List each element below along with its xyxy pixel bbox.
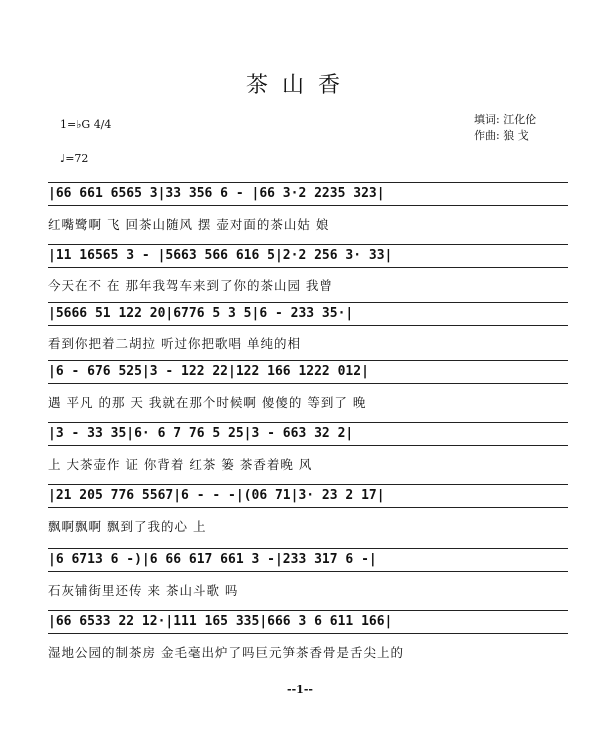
- page-number: --1--: [287, 683, 313, 696]
- notation-line-text: |11 16565 3 - |5663 566 616 5|2·2 256 3· 33|: [48, 248, 393, 263]
- lyrics-line-5: 上 大茶壶作 证 你背着 红茶 篓 茶香着晚 风: [48, 457, 313, 472]
- notation-line-7: [48, 548, 568, 572]
- notation-line-text: |5666 51 122 20|6776 5 3 5|6 - 233 35·|: [48, 306, 354, 321]
- lyrics-line-7: 石灰铺街里还传 来 茶山斗歌 吗: [48, 583, 239, 598]
- notation-line-6: [48, 484, 568, 508]
- tempo-marking: ♩=72: [60, 152, 89, 165]
- notation-line-8: [48, 610, 568, 634]
- lyrics-line-1: 红嘴鹭啊 飞 回茶山随风 摆 壶对面的茶山姑 娘: [48, 217, 330, 232]
- lyrics-line-4: 遇 平凡 的那 天 我就在那个时候啊 傻傻的 等到了 晚: [48, 395, 367, 410]
- song-title: 茶山香: [245, 73, 354, 98]
- composer-credit: 作曲: 狼 戈: [474, 129, 529, 142]
- notation-line-2: [48, 244, 568, 268]
- credits: [474, 112, 536, 144]
- lyrics-line-8: 湿地公园的制茶房 金毛毫出炉了吗巨元笋茶香骨是舌尖上的: [48, 645, 404, 660]
- notation-line-text: |6 6713 6 -)|6 66 617 661 3 -|233 317 6 -|: [48, 552, 377, 567]
- notation-line-text: |66 661 6565 3|33 356 6 - |66 3·2 2235 323|: [48, 186, 385, 201]
- notation-line-1: [48, 182, 568, 206]
- notation-line-text: |21 205 776 5567|6 - - -|(06 71|3· 23 2 17|: [48, 488, 385, 503]
- lyrics-line-3: 看到你把着二胡拉 听过你把歌唱 单纯的相: [48, 336, 301, 351]
- notation-line-text: |66 6533 22 12·|111 165 335|666 3 6 611 166|: [48, 614, 393, 629]
- notation-line-text: |3 - 33 35|6· 6 7 76 5 25|3 - 663 32 2|: [48, 426, 354, 441]
- key-signature: 1=♭G 4/4: [60, 118, 112, 131]
- lyrics-line-6: 飘啊飘啊 飘到了我的心 上: [48, 519, 207, 534]
- lyricist-credit: 填词: 江化伦: [474, 113, 537, 126]
- notation-line-5: [48, 422, 568, 446]
- notation-line-text: |6 - 676 525|3 - 122 22|122 166 1222 012|: [48, 364, 369, 379]
- notation-line-3: [48, 302, 568, 326]
- notation-line-4: [48, 360, 568, 384]
- lyrics-line-2: 今天在不 在 那年我驾车来到了你的茶山园 我曾: [48, 278, 333, 293]
